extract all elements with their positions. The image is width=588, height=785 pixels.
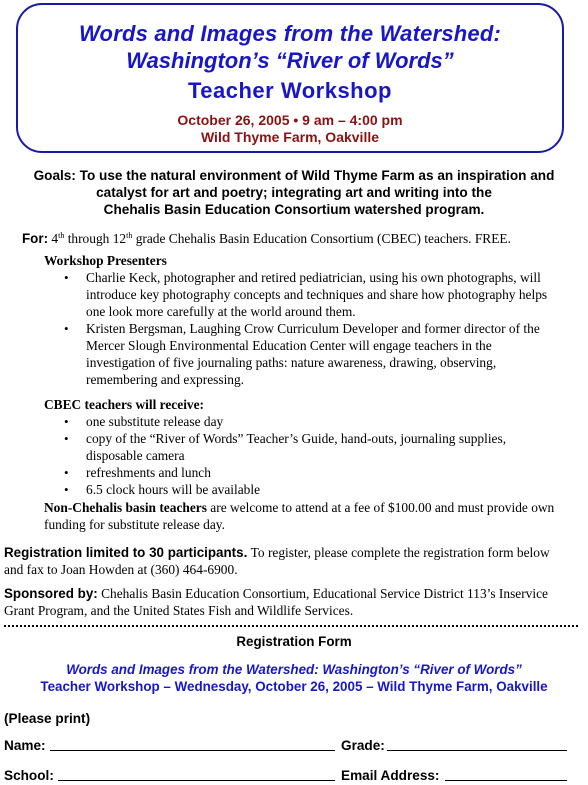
email-field[interactable] [445,780,567,781]
bullet-icon: • [64,431,69,446]
sponsors-label: Sponsored by: [4,586,98,601]
form-event-line-1: Words and Images from the Watershed: Washington’s “River of Words” [66,662,522,677]
title-line-1: Words and Images from the Watershed: [78,21,502,46]
please-print-note: (Please print) [4,711,91,726]
bullet-icon: • [64,270,69,285]
school-field[interactable] [58,780,335,781]
title-line-2: Washington’s “River of Words” [126,48,454,73]
cbec-item-4: 6.5 clock hours will be available [86,482,261,497]
registration-instructions: To register, please complete the registration form below [250,545,550,560]
bullet-icon: • [64,321,69,336]
cbec-item-3: refreshments and lunch [86,465,211,480]
non-chehalis-text: are welcome to attend at a fee of $100.00 and must provide own [210,500,555,515]
registration-note-line-1 [4,544,588,561]
name-label: Name: [4,738,46,753]
school-label: School: [4,768,54,783]
presenter-2-line-2: Mercer Slough Environmental Education Center will engage teachers in the [86,338,492,353]
grade-start-suffix: th [58,231,65,240]
form-event-line-2: Teacher Workshop – Wednesday, October 26, 2005 – Wild Thyme Farm, Oakville [40,679,548,694]
sponsors-text: Chehalis Basin Education Consortium, Educational Service District 113’s Inservice [101,586,548,601]
for-line [22,230,582,247]
event-date: October 26, 2005 • 9 am – 4:00 pm [177,112,403,128]
presenter-1-line-2: introduce key photography concepts and techniques and share how photography helps [86,287,548,302]
cbec-item-1: one substitute release day [86,414,224,429]
presenters-heading: Workshop Presenters [44,253,167,268]
bullet-icon: • [64,465,69,480]
presenter-2-line-3: investigation of five journaling paths: nature awareness, drawing, observing, [86,355,497,370]
bullet-icon: • [64,414,69,429]
cbec-item-2-cont: disposable camera [86,448,185,463]
goals-line-2: catalyst for art and poetry; integrating art and writing into the [96,185,492,200]
cbec-item-2: copy of the “River of Words” Teacher’s Guide, hand-outs, journaling supplies, [86,431,507,446]
title-line-3: Teacher Workshop [187,78,392,103]
for-label: For: [22,231,49,246]
presenter-2-line-4: remembering and expressing. [86,372,245,387]
grade-label: Grade: [341,738,385,753]
title-box [16,3,564,153]
name-field[interactable] [50,750,335,751]
grade-end-suffix: th [126,231,133,240]
goals-line-3: Chehalis Basin Education Consortium watershed program. [103,202,485,217]
registration-limit: Registration limited to 30 participants. [4,545,248,560]
grade-field[interactable] [387,750,567,751]
non-chehalis-label: Non-Chehalis basin teachers [44,500,207,515]
presenter-1-line-1: Charlie Keck, photographer and retired pediatrician, using his own photographs, will [86,270,541,285]
non-chehalis-line-2: funding for substitute release day. [44,517,225,532]
cbec-heading: CBEC teachers will receive: [44,397,205,412]
presenter-2-line-1: Kristen Bergsman, Laughing Crow Curriculum Developer and former director of the [86,321,540,336]
sponsors-line-1 [4,585,588,602]
goals-line-1: Goals: To use the natural environment of Wild Thyme Farm as an inspiration and [33,168,555,183]
registration-note-line-2: and fax to Joan Howden at (360) 464-6900. [4,562,238,577]
grade-start: 4 [51,231,59,246]
presenter-1-line-3: one look more carefully at the world around them. [86,304,356,319]
bullet-icon: • [64,482,69,497]
for-description: grade Chehalis Basin Education Consortium (CBEC) teachers. FREE. [135,231,511,246]
non-chehalis-line-1 [44,499,584,516]
cut-line [4,625,578,627]
email-label: Email Address: [341,768,440,783]
sponsors-line-2: Grant Program, and the United States Fish and Wildlife Services. [4,603,354,618]
registration-form-title: Registration Form [236,634,352,649]
event-location: Wild Thyme Farm, Oakville [200,129,380,145]
grade-through: through 12 [67,231,127,246]
